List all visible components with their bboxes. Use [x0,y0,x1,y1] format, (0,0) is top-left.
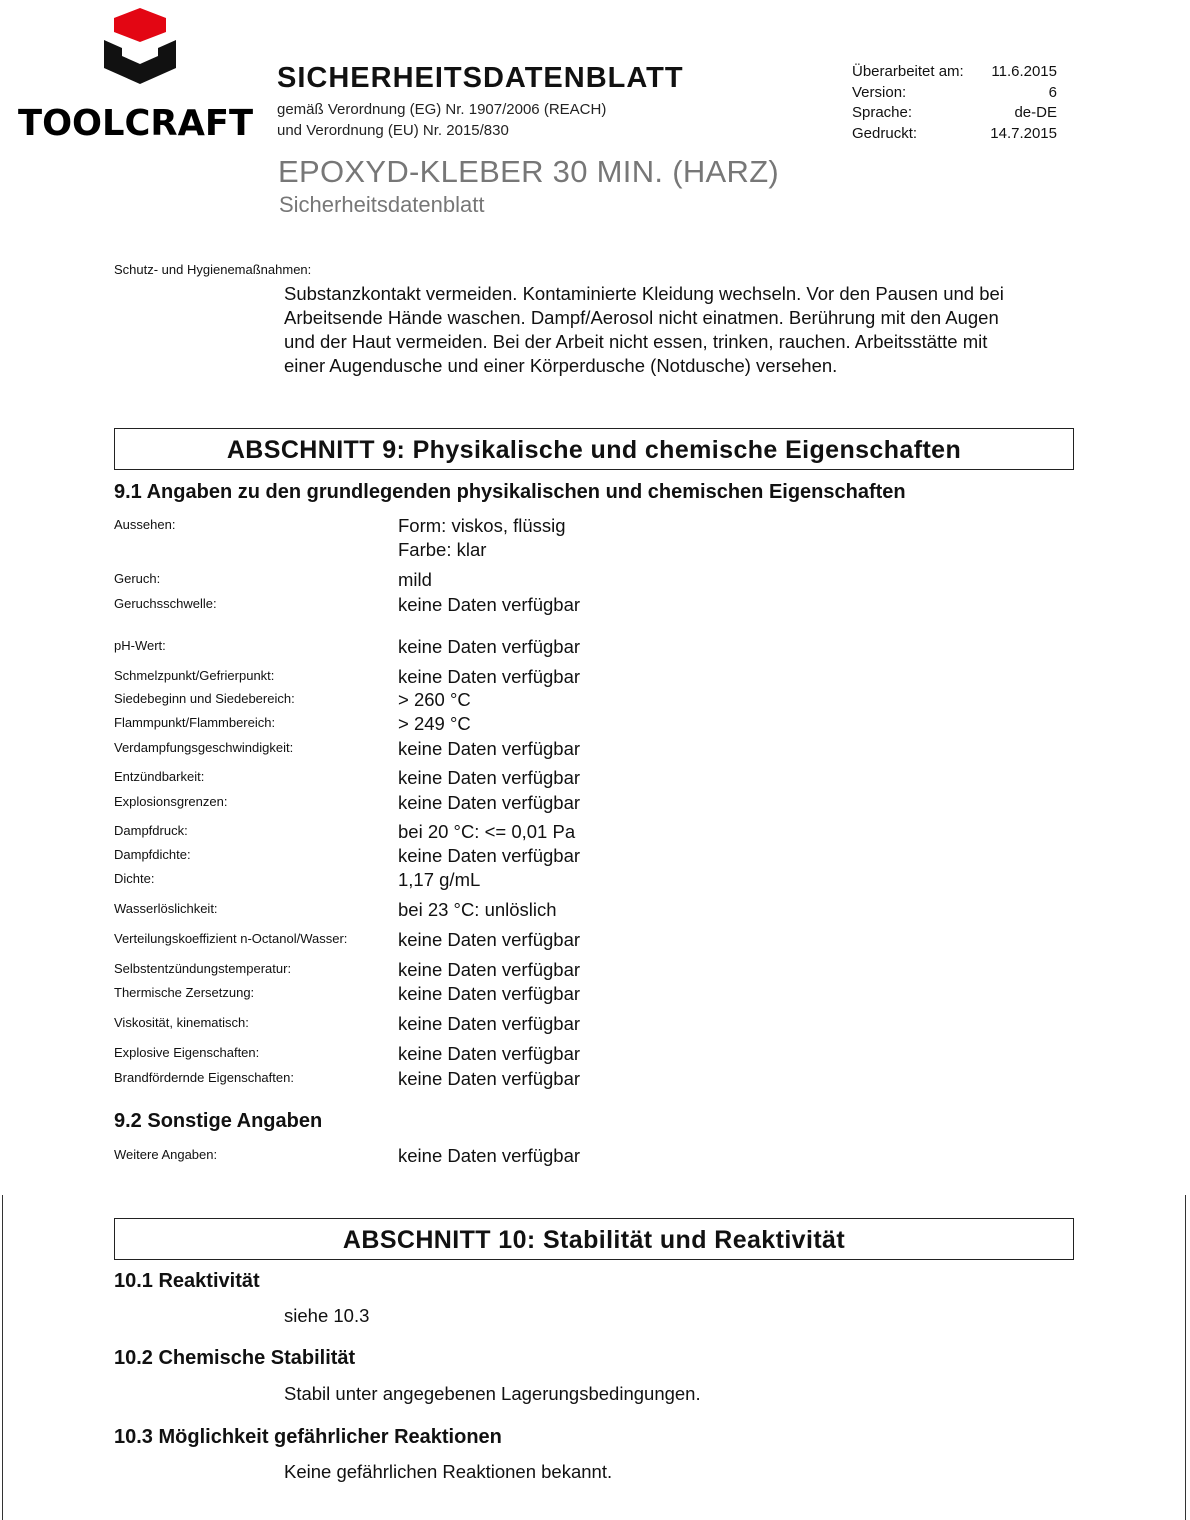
property-value: bei 23 °C: unlöslich [398,899,557,920]
property-value: keine Daten verfügbar [398,767,581,788]
property-value: keine Daten verfügbar [398,666,581,687]
meta-label: Version: [852,83,907,101]
property-label: Explosive Eigenschaften: [114,1045,260,1060]
property-label: Explosionsgrenzen: [114,794,228,809]
document-meta [852,62,1057,144]
hygiene-line: und der Haut vermeiden. Bei der Arbeit nicht essen, trinken, rauchen. Arbeitsstätte mit [284,331,988,352]
property-value: bei 20 °C: <= 0,01 Pa [398,821,576,842]
property-label: Viskosität, kinematisch: [114,1015,249,1030]
toolcraft-logo [18,6,263,144]
property-value: keine Daten verfügbar [398,738,581,759]
meta-value: 14.7.2015 [990,124,1057,142]
property-label: Geruch: [114,571,161,586]
property-value: Farbe: klar [398,539,487,560]
hygiene-label: Schutz- und Hygienemaßnahmen: [114,262,312,277]
property-value: keine Daten verfügbar [398,845,581,866]
property-value: keine Daten verfügbar [398,959,581,980]
property-label: Selbstentzündungstemperatur: [114,961,292,976]
meta-row-printed [852,124,1057,145]
meta-row-language [852,103,1057,124]
logo-cube-icon [100,6,180,86]
regulation-line-1: gemäß Verordnung (EG) Nr. 1907/2006 (REACH) [277,101,607,118]
property-label: Thermische Zersetzung: [114,985,255,1000]
property-value: keine Daten verfügbar [398,983,581,1004]
hygiene-line: Substanzkontakt vermeiden. Kontaminierte Kleidung wechseln. Vor den Pausen und bei [284,283,1004,304]
property-label: Entzündbarkeit: [114,769,205,784]
property-label: Dampfdruck: [114,823,188,838]
property-value: mild [398,569,432,590]
property-value: keine Daten verfügbar [398,792,581,813]
property-label: Geruchsschwelle: [114,596,217,611]
section-9-2-heading: 9.2 Sonstige Angaben [114,1110,323,1132]
property-label: Flammpunkt/Flammbereich: [114,715,276,730]
property-value: keine Daten verfügbar [398,1013,581,1034]
product-name: EPOXYD-KLEBER 30 MIN. (HARZ) [278,154,780,189]
meta-label: Gedruckt: [852,124,918,142]
meta-label: Überarbeitet am: [852,63,964,80]
property-label: Brandfördernde Eigenschaften: [114,1070,294,1085]
section-10-heading: ABSCHNITT 10: Stabilität und Reaktivität [114,1218,1074,1260]
property-value: keine Daten verfügbar [398,929,581,950]
property-value: keine Daten verfügbar [398,1043,581,1064]
regulation-line-2: und Verordnung (EU) Nr. 2015/830 [277,122,509,139]
property-label: Schmelzpunkt/Gefrierpunkt: [114,668,275,683]
property-value: Form: viskos, flüssig [398,515,566,536]
property-label: Dichte: [114,871,155,886]
property-label: Verteilungskoeffizient n-Octanol/Wasser: [114,931,348,946]
section-10-1-heading: 10.1 Reaktivität [114,1270,260,1292]
section-9-1-heading: 9.1 Angaben zu den grundlegenden physikalischen und chemischen Eigenschaften [114,481,906,503]
section-9-heading: ABSCHNITT 9: Physikalische und chemische Eigenschaften [114,428,1074,470]
section-10-2-text: Stabil unter angegebenen Lagerungsbedingungen. [284,1383,701,1404]
property-label: Weitere Angaben: [114,1147,218,1162]
hygiene-text [284,282,1004,378]
property-value: keine Daten verfügbar [398,594,581,615]
page-border-left [2,1195,3,1520]
hygiene-line: Arbeitsende Hände waschen. Dampf/Aerosol nicht einatmen. Berührung mit den Augen [284,307,999,328]
meta-value: 11.6.2015 [991,63,1057,80]
section-10-3-heading: 10.3 Möglichkeit gefährlicher Reaktionen [114,1426,502,1448]
property-value: > 260 °C [398,689,471,710]
property-value: keine Daten verfügbar [398,1068,581,1089]
meta-value: de-DE [1014,104,1057,121]
meta-row-revised [852,62,1057,83]
property-value: 1,17 g/mL [398,869,481,890]
property-label: Wasserlöslichkeit: [114,901,218,916]
section-10-2-heading: 10.2 Chemische Stabilität [114,1347,356,1369]
property-label: Dampfdichte: [114,847,191,862]
property-label: Siedebeginn und Siedebereich: [114,691,295,706]
property-label: Aussehen: [114,517,176,532]
property-value: keine Daten verfügbar [398,636,581,657]
property-label: pH-Wert: [114,638,166,653]
meta-value: 6 [1048,83,1057,101]
page-border-right [1185,1195,1186,1520]
section-10-1-text: siehe 10.3 [284,1305,370,1326]
logo-wordmark: TOOLCRAFT [18,103,254,144]
section-10-3-text: Keine gefährlichen Reaktionen bekannt. [284,1461,613,1482]
property-label: Verdampfungsgeschwindigkeit: [114,740,294,755]
product-subtitle: Sicherheitsdatenblatt [279,192,485,217]
property-value: > 249 °C [398,713,471,734]
property-value: keine Daten verfügbar [398,1145,581,1166]
hygiene-line: einer Augendusche und einer Körperdusche (Notdusche) versehen. [284,355,838,376]
document-title: SICHERHEITSDATENBLATT [277,62,684,94]
meta-label: Sprache: [852,104,913,121]
meta-row-version [852,83,1057,104]
